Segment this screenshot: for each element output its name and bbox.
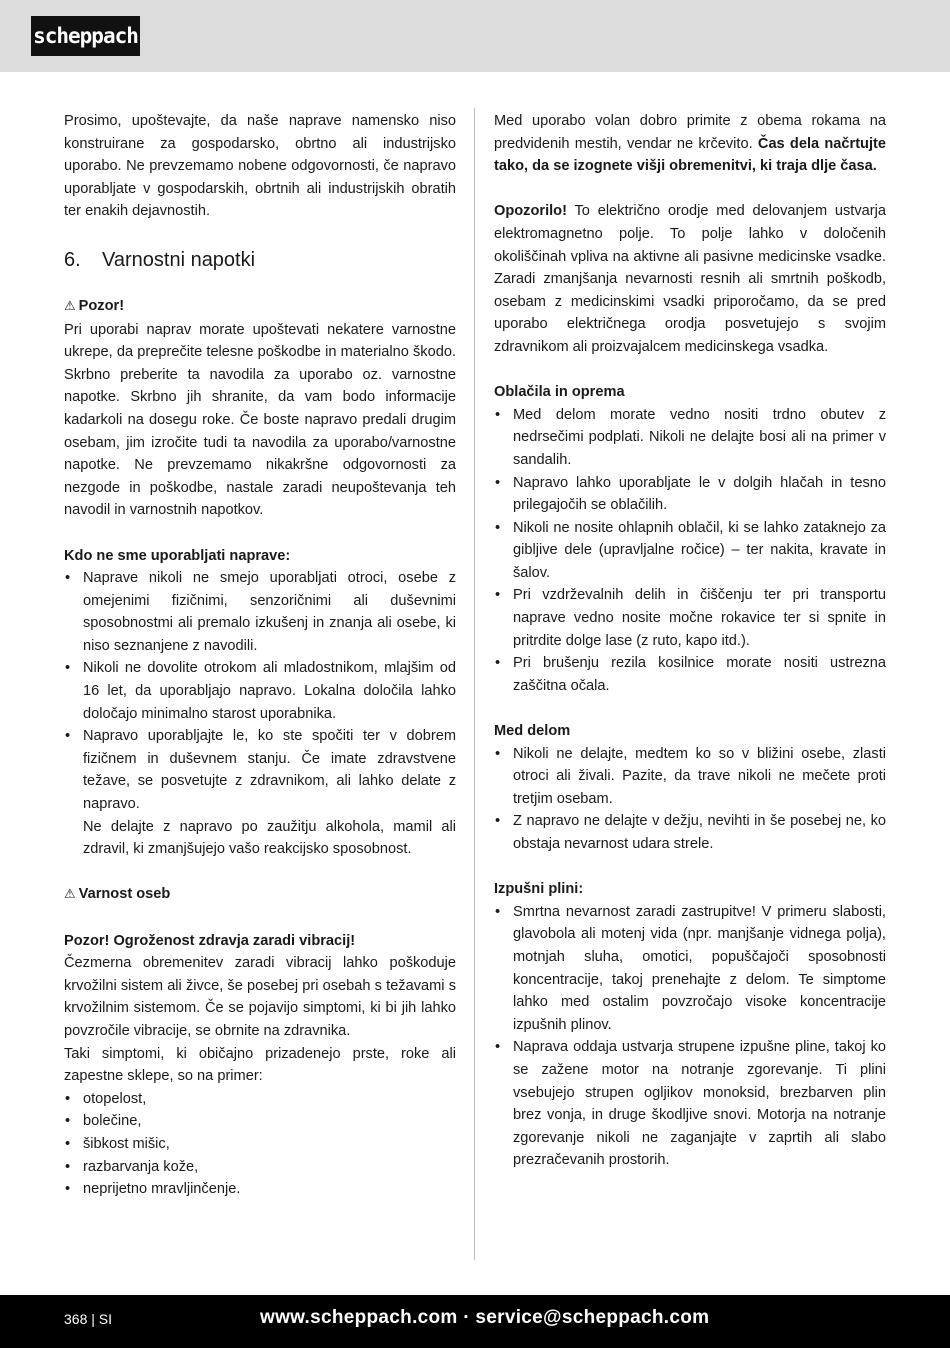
list-item: • Smrtna nevarnost zaradi zastrupitve! V primeru slabosti, glavobola ali motenj vida (npr. manjšanje vidnega polja), motnjah sluha, omotici, popuščajoči sposobnosti koncentracije, takoj prenehajte z delom. Te simptome lahko med ostalim povzročajo visoke koncentracije izpušnih plinov.	[494, 901, 886, 1037]
attention-label: Pozor!	[78, 297, 125, 314]
page-header	[0, 0, 950, 72]
list-item: • Nikoli ne nosite ohlapnih oblačil, ki se lahko zataknejo za gibljive dele (upravljalne ročice) – ter nakita, kravate in šalov.	[494, 517, 886, 585]
list-item: • neprijetno mravljinčenje.	[64, 1178, 456, 1201]
warning-triangle-icon: ⚠	[64, 298, 76, 314]
who-list	[64, 567, 456, 816]
warning-triangle-icon: ⚠	[64, 887, 76, 903]
list-item: • Nikoli ne delajte, medtem ko so v bližini osebe, zlasti otroci ali živali. Pazite, da trave nikoli ne mečete proti tretjim osebam.	[494, 743, 886, 811]
list-item: • Z napravo ne delajte v dežju, nevihti in še posebej ne, ko obstaja nevarnost udara strele.	[494, 810, 886, 855]
work-list	[494, 743, 886, 856]
steering-text: Med uporabo volan dobro primite z obema rokama na predvidenih mestih, vendar ne krčevito.	[494, 113, 886, 152]
clothing-list	[494, 404, 886, 698]
warning-text: To električno orodje med delovanjem ustvarja elektromagnetno polje. To polje lahko v določenih okoliščinah vpliva na aktivne ali pasivne medicinske vsadke. Zaradi zmanjšanja nevarnosti resnih ali smrtnih poškodb, osebam z medicinskimi vsadki priporočamo, da se pred uporabo električnega orodja posvetujejo s svojim zdravnikom ali proizvajalcem medicinskega vsadka.	[494, 203, 886, 355]
list-item: • šibkost mišic,	[64, 1133, 456, 1156]
warning-paragraph	[494, 200, 886, 358]
warning-label: Opozorilo!	[494, 203, 567, 220]
exhaust-heading: Izpušni plini:	[494, 881, 584, 898]
page-number: 368 | SI	[64, 1311, 113, 1327]
intro-paragraph: Prosimo, upoštevajte, da naše naprave namensko niso konstruirane za gospodarsko, obrtno ali industrijsko uporabo. Ne prevzemamo nobene odgovornosti, če napravo uporabljate v gospodarskih, obrtnih ali industrijskih obratih ter enakih dejavnostih.	[64, 113, 456, 220]
list-item: • Napravo uporabljajte le, ko ste spočiti ter v dobrem fizičnem in duševnem stanju. Če imate zdravstvene težave, se posvetujte z zdravnikom, ali lahko delate z napravo.	[64, 725, 456, 815]
list-item: • razbarvanja kože,	[64, 1156, 456, 1179]
vibration-paragraph: Čezmerna obremenitev zaradi vibracij lahko poškoduje krvožilni sistem ali živce, še posebej pri osebah s težavami s krvožilnim sistemom. Če se pojavijo simptomi, ki bi jih lahko povzročile vibracije, se obrnite na zdravnika.	[64, 955, 456, 1039]
list-item: • Med delom morate vedno nositi trdno obutev z nedrsečimi podplati. Nikoli ne delajte bosi ali na primer v sandalih.	[494, 404, 886, 472]
list-item: • Nikoli ne dovolite otrokom ali mladostnikom, mlajšim od 16 let, da uporabljajo napravo. Lokalna določila lahko določajo minimalno starost uporabnika.	[64, 657, 456, 725]
persons-heading-label: Varnost oseb	[78, 886, 171, 903]
who-heading: Kdo ne sme uporabljati naprave:	[64, 547, 291, 564]
section-number: 6.	[64, 248, 81, 271]
right-column	[494, 110, 886, 1172]
work-heading: Med delom	[494, 723, 571, 740]
steering-bold-text: Čas dela načrtujte tako, da se izognete višji obremenitvi, ki traja dlje časa.	[494, 135, 886, 175]
clothing-heading: Oblačila in oprema	[494, 384, 625, 401]
column-divider	[474, 108, 475, 1260]
section-title: Varnostni napotki	[102, 248, 256, 271]
attention-heading	[64, 295, 456, 319]
section-heading	[64, 247, 456, 273]
list-item: • Pri brušenju rezila kosilnice morate nositi ustrezna zaščitna očala.	[494, 652, 886, 697]
list-item: • Naprava oddaja ustvarja strupene izpušne pline, takoj ko se zažene motor na notranje zgorevanje. Ti plini vsebujejo strupen ogljikov monoksid, brezbarven plin brez vonja, in druge škodljive snovi. Motorja na notranje zgorevanje nikoli ne zaganjajte v zaprtih ali slabo prezračevanih prostorih.	[494, 1036, 886, 1172]
page-footer	[0, 1295, 950, 1348]
symptoms-list	[64, 1088, 456, 1201]
persons-heading	[64, 883, 456, 907]
scheppach-logo: scheppach	[31, 16, 140, 56]
who-extra-note: Ne delajte z napravo po zaužitju alkohola, mamil ali zdravil, ki zmanjšujejo vašo reakcijsko sposobnost.	[83, 818, 456, 858]
list-item: • Pri vzdrževalnih delih in čiščenju ter pri transportu naprave vedno nosite močne rokavice ter si spnite in pritrdite dolge lase (z ruto, kapo itd.).	[494, 584, 886, 652]
footer-website-link[interactable]: www.scheppach.com · service@scheppach.com	[260, 1307, 710, 1328]
steering-paragraph	[494, 110, 886, 178]
symptoms-intro: Taki simptomi, ki običajno prizadenejo prste, roke ali zapestne sklepe, so na primer:	[64, 1045, 456, 1085]
exhaust-list	[494, 901, 886, 1172]
list-item: • Napravo lahko uporabljate le v dolgih hlačah in tesno prilegajočih se oblačilih.	[494, 472, 886, 517]
attention-paragraph: Pri uporabi naprav morate upoštevati nekatere varnostne ukrepe, da preprečite telesne poškodbe in materialno škodo. Skrbno preberite ta navodila za uporabo oz. varnostne napotke. Skrbno jih shranite, da vam bodo informacije kadarkoli na dosegu roke. Če boste napravo predali drugim osebam, jim izročite tudi ta navodila za uporabo/varnostne napotke. Ne prevzemamo nikakršne odgovornosti za nezgode in poškodbe, nastale zaradi neupoštevanja teh navodil in varnostnih napotkov.	[64, 321, 456, 519]
left-column	[64, 110, 456, 1201]
list-item: • bolečine,	[64, 1110, 456, 1133]
list-item: • otopelost,	[64, 1088, 456, 1111]
list-item: • Naprave nikoli ne smejo uporabljati otroci, osebe z omejenimi fizičnimi, senzoričnimi ali duševnimi sposobnostmi ali premalo izkušenj in znanja ali osebe, ki niso seznanjene z navodili.	[64, 567, 456, 657]
vibration-heading: Pozor! Ogroženost zdravja zaradi vibracij!	[64, 932, 356, 949]
